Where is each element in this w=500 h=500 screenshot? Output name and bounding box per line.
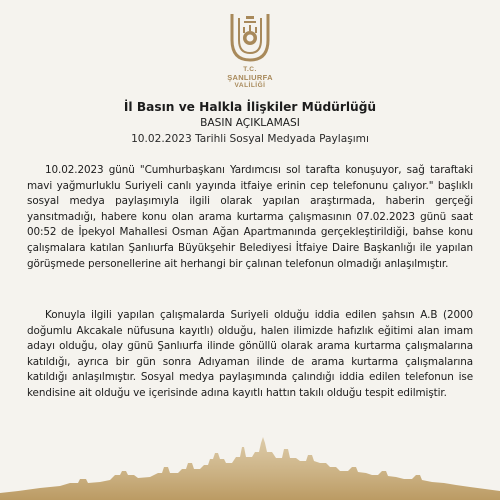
department-title: İl Basın ve Halkla İlişkiler Müdürlüğü bbox=[123, 100, 377, 114]
logo-line-tc: T.C. bbox=[243, 66, 257, 73]
body-paragraph-1: 10.02.2023 günü "Cumhurbaşkanı Yardımcısı sol tarafta konuşuyor, sağ taraftaki mavi yağmurluklu Suriyeli canlı yayında itfaiye erinin cep telefonunu çalıyor." başlıklı sosyal medya paylaşımıyla ilgili olarak yapılan araştırmada, haberin gerçeği yansıtmadığı, habere konu olan arama kurtarma çalışmasının 07.02.2023 günü saat 00:52 de İpekyol Mahallesi Osman Ağan Apartmanında gerçekleştirildiği, bahse konu çalışmalara katılan Şanlıurfa Büyükşehir Belediyesi İtfaiye Daire Başkanlığı ile yapılan görüşmede personellerine ait herhangi bir çalınan telefonun olmadığı anlaşılmıştır. bbox=[27, 164, 473, 270]
document-type: BASIN AÇIKLAMASI bbox=[200, 117, 300, 129]
document-subject: 10.02.2023 Tarihli Sosyal Medyada Paylaşımı bbox=[131, 133, 369, 145]
logo-line-governorship: VALİLİĞİ bbox=[234, 82, 266, 89]
logo-line-city: ŞANLIURFA bbox=[227, 73, 273, 82]
governorship-logo bbox=[0, 10, 500, 90]
document-header bbox=[0, 99, 500, 147]
city-skyline-silhouette bbox=[0, 425, 500, 500]
body-paragraph-2: Konuyla ilgili yapılan çalışmalarda Suriyeli olduğu iddia edilen şahsın A.B (2000 doğumlu Akcakale nüfusuna kayıtlı) olduğu, halen ilimizde hafızlık eğitimi alan imam adayı olduğu, olay günü Şanlıurfa ilinde gönüllü olarak arama kurtarma çalışmalarına katıldığı, ayrıca bir gün sonra Adıyaman ilinde de arama kurtarma çalışmalarına katıldığı anlaşılmıştır. Sosyal medya paylaşımında çalındığı iddia edilen telefonun ise kendisine ait olduğu ve içerisinde adına kayıtlı hattın takılı olduğu tespit edilmiştir. bbox=[27, 309, 473, 399]
sanliurfa-governorship-emblem-icon bbox=[222, 10, 278, 66]
